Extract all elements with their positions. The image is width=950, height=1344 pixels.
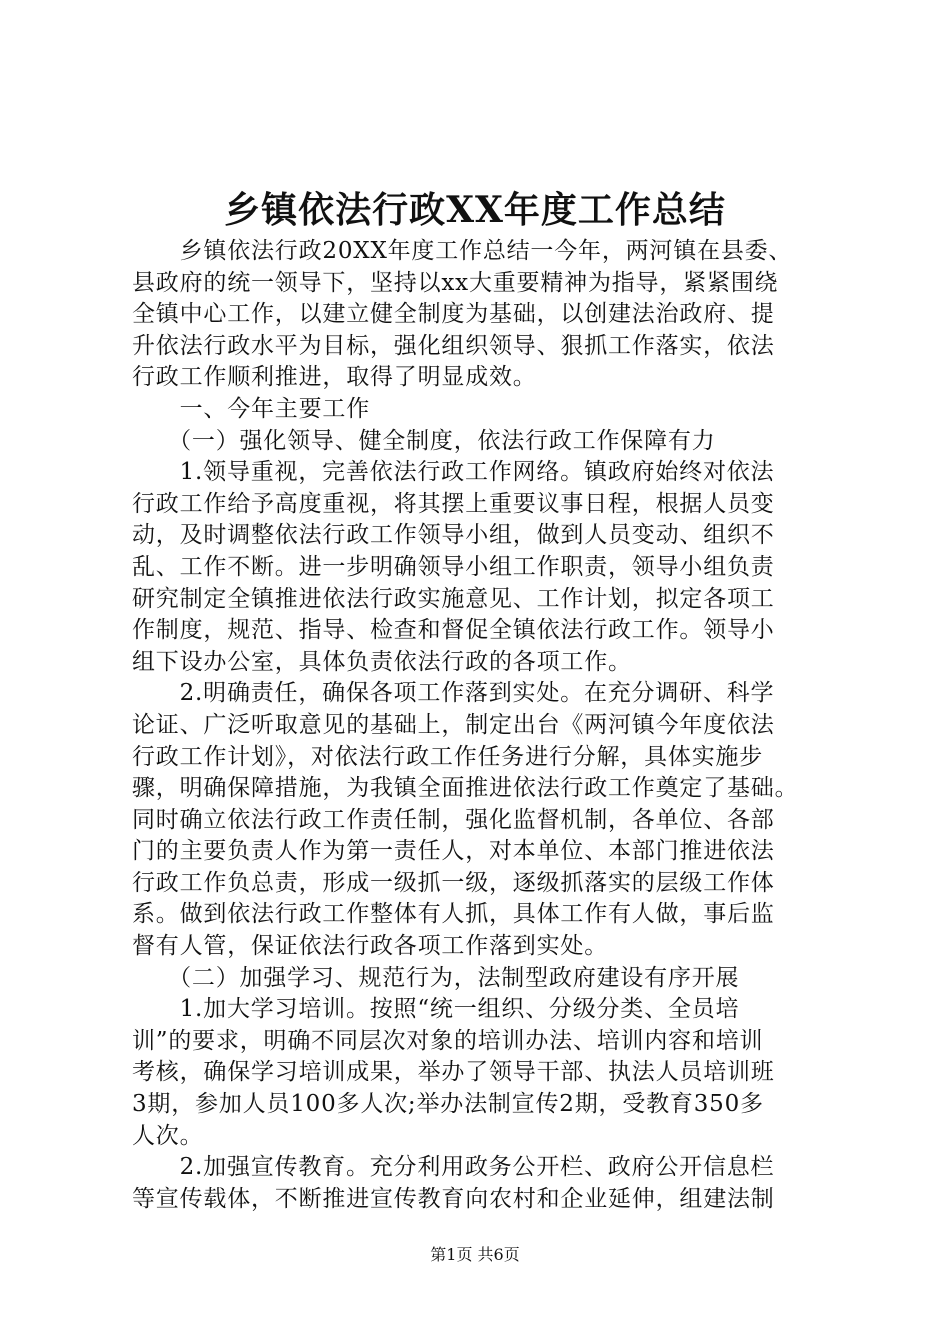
body-text-line: （一）强化领导、健全制度，依法行政工作保障有力 <box>132 427 716 454</box>
body-text-line: 行政工作负总责，形成一级抓一级，逐级抓落实的层级工作体 <box>132 869 775 896</box>
body-text-line: 考核，确保学习培训成果，举办了领导干部、执法人员培训班 <box>132 1059 775 1086</box>
body-text-line: 训”的要求，明确不同层次对象的培训办法、培训内容和培训 <box>132 1027 764 1054</box>
body-text-line: 乡镇依法行政20XX年度工作总结一今年，两河镇在县委、 <box>132 238 793 264</box>
body-text-line: 一、今年主要工作 <box>132 395 370 422</box>
body-text-line: 1.加大学习培训。按照“统一组织、分级分类、全员培 <box>132 996 740 1023</box>
body-text-line: （二）加强学习、规范行为，法制型政府建设有序开展 <box>132 964 740 991</box>
body-text-line: 督有人管，保证依法行政各项工作落到实处。 <box>132 933 608 960</box>
document-title: 乡镇依法行政XX年度工作总结 <box>224 189 726 231</box>
body-text-line: 乱、工作不断。进一步明确领导小组工作职责，领导小组负责 <box>132 553 775 580</box>
body-text-line: 作制度，规范、指导、检查和督促全镇依法行政工作。领导小 <box>132 617 775 644</box>
body-text-line: 行政工作给予高度重视，将其摆上重要议事日程，根据人员变 <box>132 490 775 517</box>
body-text-line: 同时确立依法行政工作责任制，强化监督机制，各单位、各部 <box>132 806 775 833</box>
body-text-line: 3期，参加人员100多人次;举办法制宣传2期，受教育350多 <box>132 1091 764 1118</box>
body-text-line: 全镇中心工作，以建立健全制度为基础，以创建法治政府、提 <box>132 301 775 328</box>
page-footer: 第1页 共6页 <box>430 1245 520 1264</box>
body-text-line: 升依法行政水平为目标，强化组织领导、狠抓工作落实，依法 <box>132 332 775 359</box>
body-text-line: 等宣传载体，不断推进宣传教育向农村和企业延伸，组建法制 <box>132 1185 775 1212</box>
document-body <box>132 236 838 1215</box>
body-text-line: 骤，明确保障措施，为我镇全面推进依法行政工作奠定了基础。 <box>132 775 799 802</box>
body-text-line: 组下设办公室，具体负责依法行政的各项工作。 <box>132 648 632 675</box>
body-text-line: 门的主要负责人作为第一责任人，对本单位、本部门推进依法 <box>132 838 775 865</box>
body-text-line: 动，及时调整依法行政工作领导小组，做到人员变动、组织不 <box>132 522 775 549</box>
body-text-line: 县政府的统一领导下，坚持以xx大重要精神为指导，紧紧围绕 <box>132 269 779 296</box>
body-text-line: 论证、广泛听取意见的基础上，制定出台《两河镇今年度依法 <box>132 711 775 738</box>
body-text-line: 行政工作计划》，对依法行政工作任务进行分解，具体实施步 <box>132 743 764 770</box>
body-text-line: 人次。 <box>132 1122 204 1149</box>
body-text-line: 2.加强宣传教育。充分利用政务公开栏、政府公开信息栏 <box>132 1154 775 1181</box>
body-text-line: 研究制定全镇推进依法行政实施意见、工作计划，拟定各项工 <box>132 585 775 612</box>
body-text-line: 1.领导重视，完善依法行政工作网络。镇政府始终对依法 <box>132 459 775 486</box>
body-text-line: 2.明确责任，确保各项工作落到实处。在充分调研、科学 <box>132 680 775 707</box>
body-text-line: 系。做到依法行政工作整体有人抓，具体工作有人做，事后监 <box>132 901 775 928</box>
body-text-line: 行政工作顺利推进，取得了明显成效。 <box>132 364 537 391</box>
